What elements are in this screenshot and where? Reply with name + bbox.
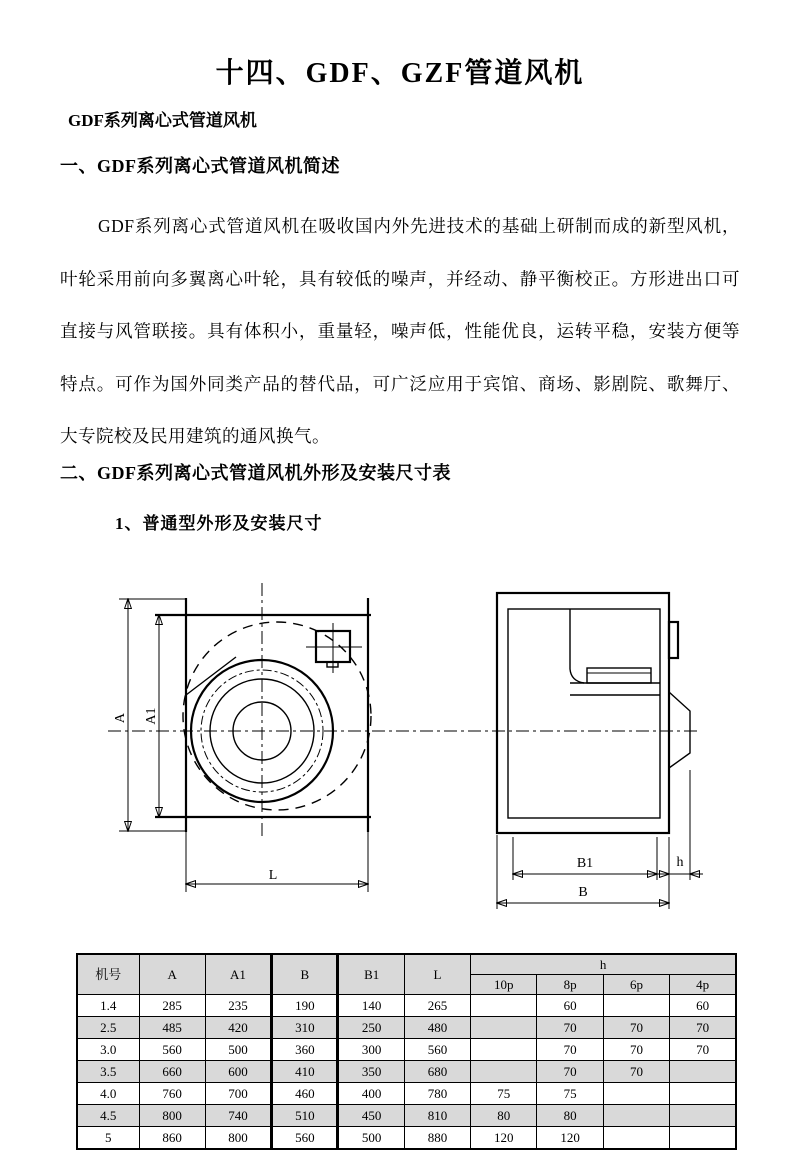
- mounting-bracket: [669, 692, 690, 768]
- cell-b: 190: [272, 995, 338, 1017]
- technical-drawings: [0, 565, 800, 955]
- cell-model: 4.0: [77, 1083, 139, 1105]
- cell-h8p: 120: [537, 1127, 603, 1150]
- cell-h8p: 70: [537, 1039, 603, 1061]
- cell-h10p: [471, 995, 537, 1017]
- cell-h6p: [603, 1127, 669, 1150]
- cell-a: 760: [139, 1083, 205, 1105]
- table-row: [77, 1105, 736, 1127]
- cell-h4p: 70: [670, 1039, 736, 1061]
- cell-l: 680: [404, 1061, 470, 1083]
- front-view-drawing: [113, 583, 371, 892]
- section2-subheading: 1、普通型外形及安装尺寸: [115, 514, 323, 533]
- cell-a1: 800: [205, 1127, 271, 1150]
- col-header-8p: 8p: [537, 975, 603, 995]
- section1-paragraph: GDF系列离心式管道风机在吸收国内外先进技术的基础上研制而成的新型风机，叶轮采用前向多翼离心叶轮，具有较低的噪声，并经动、静平衡校正。方形进出口可直接与风管联接。具有体积小，重量轻，噪声低，性能优良，运转平稳，安装方便等特点。可作为国外同类产品的替代品，可广泛应用于宾馆、商场、影剧院、歌舞厅、大专院校及民用建筑的通风换气。: [60, 216, 740, 446]
- side-view-drawing: [497, 593, 703, 909]
- col-header-l: L: [404, 954, 470, 995]
- cell-h4p: 60: [670, 995, 736, 1017]
- cell-b1: 250: [338, 1017, 404, 1039]
- cell-h4p: 70: [670, 1017, 736, 1039]
- table-row: [77, 1039, 736, 1061]
- cell-b1: 300: [338, 1039, 404, 1061]
- cell-a: 560: [139, 1039, 205, 1061]
- col-header-h-group: h: [471, 954, 736, 975]
- cell-a1: 420: [205, 1017, 271, 1039]
- cell-a1: 740: [205, 1105, 271, 1127]
- cell-a: 285: [139, 995, 205, 1017]
- cell-a1: 600: [205, 1061, 271, 1083]
- cell-b: 360: [272, 1039, 338, 1061]
- col-header-6p: 6p: [603, 975, 669, 995]
- motor-block: [587, 668, 651, 683]
- cell-h8p: 80: [537, 1105, 603, 1127]
- table-row: [77, 1061, 736, 1083]
- cell-h10p: 75: [471, 1083, 537, 1105]
- cell-l: 560: [404, 1039, 470, 1061]
- dim-label-a: A: [113, 712, 128, 724]
- cell-b1: 450: [338, 1105, 404, 1127]
- dimension-h: [656, 770, 703, 880]
- section1-heading: 一、GDF系列离心式管道风机简述: [60, 156, 340, 176]
- cell-b1: 500: [338, 1127, 404, 1150]
- cell-h6p: [603, 1083, 669, 1105]
- cell-h6p: [603, 1105, 669, 1127]
- dim-label-h: h: [676, 855, 684, 870]
- cell-model: 1.4: [77, 995, 139, 1017]
- cell-a1: 235: [205, 995, 271, 1017]
- cell-h8p: 70: [537, 1017, 603, 1039]
- cell-l: 265: [404, 995, 470, 1017]
- col-header-model: 机号: [77, 954, 139, 995]
- table-row: [77, 995, 736, 1017]
- col-header-b1: B1: [338, 954, 404, 995]
- cell-b1: 350: [338, 1061, 404, 1083]
- cell-b1: 140: [338, 995, 404, 1017]
- cell-h8p: 70: [537, 1061, 603, 1083]
- cell-h10p: [471, 1061, 537, 1083]
- cell-model: 3.0: [77, 1039, 139, 1061]
- cell-h6p: 70: [603, 1061, 669, 1083]
- cell-l: 780: [404, 1083, 470, 1105]
- col-header-a1: A1: [205, 954, 271, 995]
- col-header-b: B: [272, 954, 338, 995]
- cell-a: 860: [139, 1127, 205, 1150]
- col-header-4p: 4p: [670, 975, 736, 995]
- cell-b: 410: [272, 1061, 338, 1083]
- cell-h8p: 60: [537, 995, 603, 1017]
- dim-label-b1: B1: [576, 856, 594, 871]
- cell-h6p: 70: [603, 1017, 669, 1039]
- dim-label-l: L: [268, 868, 278, 883]
- table-row: [77, 1083, 736, 1105]
- page-title: 十四、GDF、GZF管道风机: [215, 57, 585, 89]
- section2-heading: 二、GDF系列离心式管道风机外形及安装尺寸表: [60, 463, 451, 483]
- side-tab: [669, 622, 678, 658]
- cell-a: 800: [139, 1105, 205, 1127]
- table-row: [77, 1127, 736, 1150]
- cell-model: 4.5: [77, 1105, 139, 1127]
- cell-h10p: 80: [471, 1105, 537, 1127]
- table-row: [77, 1017, 736, 1039]
- dim-label-b: B: [578, 885, 588, 900]
- cell-h8p: 75: [537, 1083, 603, 1105]
- dimension-l: [186, 832, 368, 892]
- cell-a1: 700: [205, 1083, 271, 1105]
- cell-model: 3.5: [77, 1061, 139, 1083]
- cell-b: 510: [272, 1105, 338, 1127]
- cell-h6p: 70: [603, 1039, 669, 1061]
- cell-h10p: [471, 1039, 537, 1061]
- cell-b: 560: [272, 1127, 338, 1150]
- cell-b: 310: [272, 1017, 338, 1039]
- dimension-b: [497, 835, 669, 909]
- series-subtitle: GDF系列离心式管道风机: [68, 111, 257, 130]
- cell-h4p: [670, 1083, 736, 1105]
- cell-l: 880: [404, 1127, 470, 1150]
- table-header: [77, 954, 736, 995]
- col-header-a: A: [139, 954, 205, 995]
- cell-h4p: [670, 1061, 736, 1083]
- cell-model: 5: [77, 1127, 139, 1150]
- cell-b1: 400: [338, 1083, 404, 1105]
- cell-a: 660: [139, 1061, 205, 1083]
- cell-l: 480: [404, 1017, 470, 1039]
- dimension-a1: [144, 615, 159, 817]
- dimensions-table: [76, 953, 737, 1150]
- cell-l: 810: [404, 1105, 470, 1127]
- cell-h10p: [471, 1017, 537, 1039]
- cell-a1: 500: [205, 1039, 271, 1061]
- cell-h6p: [603, 995, 669, 1017]
- cell-h4p: [670, 1127, 736, 1150]
- cell-b: 460: [272, 1083, 338, 1105]
- cell-h4p: [670, 1105, 736, 1127]
- col-header-10p: 10p: [471, 975, 537, 995]
- dim-label-a1: A1: [144, 707, 159, 725]
- cell-h10p: 120: [471, 1127, 537, 1150]
- dimension-b1: [513, 837, 657, 880]
- cell-model: 2.5: [77, 1017, 139, 1039]
- cell-a: 485: [139, 1017, 205, 1039]
